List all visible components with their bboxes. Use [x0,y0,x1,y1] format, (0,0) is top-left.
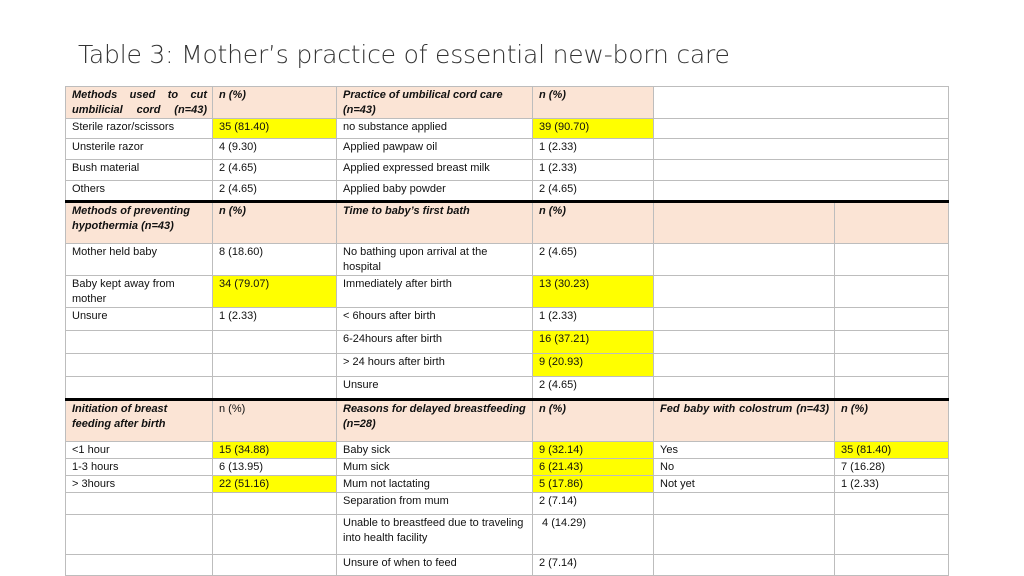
table-cell: 15 (34.88) [213,442,337,459]
table-cell: Others [66,181,213,202]
table-cell [213,354,337,377]
table-cell: 1-3 hours [66,459,213,476]
table-cell: 6 (13.95) [213,459,337,476]
table-cell [654,276,835,308]
header-cell: Practice of umbilical cord care (n=43) [337,87,533,119]
practice-table-container [65,86,948,576]
table-cell [654,515,835,555]
header-cell: n (%) [213,400,337,442]
header-cell: n (%) [533,87,654,119]
page-title: Table 3: Mother’s practice of essential new-born care [78,40,730,69]
table-cell [213,331,337,354]
table-cell: 1 (2.33) [533,160,654,181]
table-cell: 6 (21.43) [533,459,654,476]
table-cell: 2 (4.65) [213,181,337,202]
table-header-row [66,400,949,442]
table-cell [654,139,949,160]
table-cell: 1 (2.33) [533,308,654,331]
table-cell: 5 (17.86) [533,476,654,493]
table-cell: 35 (81.40) [213,119,337,139]
table-cell: 2 (4.65) [213,160,337,181]
table-cell [213,555,337,576]
table-cell: 2 (4.65) [533,181,654,202]
header-cell: n (%) [835,400,949,442]
table-cell: 2 (7.14) [533,555,654,576]
table-cell: Immediately after birth [337,276,533,308]
table-cell [654,181,949,202]
table-cell [654,244,835,276]
table-row [66,160,949,181]
table-cell [66,377,213,400]
table-cell [835,276,949,308]
table-cell [654,354,835,377]
table-cell: Sterile razor/scissors [66,119,213,139]
table-cell: Yes [654,442,835,459]
table-cell: 22 (51.16) [213,476,337,493]
table-cell: 39 (90.70) [533,119,654,139]
header-cell: Methods of preventing hypothermia (n=43) [66,202,213,244]
table-cell [835,555,949,576]
header-cell: n (%) [533,400,654,442]
table-cell [654,555,835,576]
table-cell [654,377,835,400]
table-row [66,181,949,202]
table-cell: Applied baby powder [337,181,533,202]
table-cell: 4 (14.29) [533,515,654,555]
table-cell [66,354,213,377]
table-cell: 6-24hours after birth [337,331,533,354]
header-cell [835,202,949,244]
table-cell [835,515,949,555]
table-cell: <1 hour [66,442,213,459]
table-cell: 8 (18.60) [213,244,337,276]
table-row [66,276,949,308]
table-cell: 13 (30.23) [533,276,654,308]
table-cell: No [654,459,835,476]
table-cell [66,555,213,576]
table-cell: Baby kept away from mother [66,276,213,308]
table-header-row [66,87,949,119]
empty-header-cell [654,87,949,119]
table-cell: 1 (2.33) [213,308,337,331]
table-cell [654,160,949,181]
table-cell [213,515,337,555]
table-cell: 7 (16.28) [835,459,949,476]
table-cell [213,377,337,400]
header-cell: Methods used to cut umbilicial cord (n=43) [66,87,213,119]
header-cell: Time to baby’s first bath [337,202,533,244]
table-cell [835,377,949,400]
table-cell: Not yet [654,476,835,493]
table-cell: 16 (37.21) [533,331,654,354]
header-cell: n (%) [213,87,337,119]
table-cell: 9 (20.93) [533,354,654,377]
table-cell: no substance applied [337,119,533,139]
table-cell: Bush material [66,160,213,181]
table-cell: 2 (4.65) [533,377,654,400]
table-cell: Unsure [66,308,213,331]
table-cell [835,331,949,354]
table-cell [654,331,835,354]
table-cell: No bathing upon arrival at the hospital [337,244,533,276]
table-row [66,139,949,160]
table-cell: 4 (9.30) [213,139,337,160]
table-row [66,119,949,139]
table-cell: Baby sick [337,442,533,459]
table-row [66,331,949,354]
table-cell: Separation from mum [337,493,533,515]
table-cell: Mother held baby [66,244,213,276]
table-cell: Mum sick [337,459,533,476]
table-cell [66,493,213,515]
header-cell [654,202,835,244]
header-cell: Fed baby with colostrum (n=43) [654,400,835,442]
header-cell: n (%) [213,202,337,244]
table-row [66,244,949,276]
table-cell: > 24 hours after birth [337,354,533,377]
table-cell [654,119,949,139]
table-cell: Unsure of when to feed [337,555,533,576]
table-cell: Mum not lactating [337,476,533,493]
header-cell: Reasons for delayed breastfeeding (n=28) [337,400,533,442]
table-cell [66,515,213,555]
table-cell: > 3hours [66,476,213,493]
table-cell [835,308,949,331]
table-cell: 34 (79.07) [213,276,337,308]
table-cell: 2 (7.14) [533,493,654,515]
table-row [66,442,949,459]
header-cell: Initiation of breast feeding after birth [66,400,213,442]
table-row [66,515,949,555]
table-cell [654,308,835,331]
practice-table [65,86,949,576]
table-cell: Applied pawpaw oil [337,139,533,160]
table-cell [835,493,949,515]
table-row [66,555,949,576]
table-cell: 35 (81.40) [835,442,949,459]
table-cell: Unable to breastfeed due to traveling into health facility [337,515,533,555]
table-cell: Unsterile razor [66,139,213,160]
table-cell [654,493,835,515]
table-cell [213,493,337,515]
table-cell [835,244,949,276]
table-row [66,459,949,476]
table-row [66,476,949,493]
table-cell: Unsure [337,377,533,400]
table-cell: 2 (4.65) [533,244,654,276]
table-header-row [66,202,949,244]
table-cell [835,354,949,377]
table-row [66,354,949,377]
table-row [66,493,949,515]
table-cell [66,331,213,354]
table-cell: 1 (2.33) [533,139,654,160]
header-cell: n (%) [533,202,654,244]
table-row [66,377,949,400]
table-cell: Applied expressed breast milk [337,160,533,181]
table-cell: < 6hours after birth [337,308,533,331]
table-row [66,308,949,331]
table-cell: 9 (32.14) [533,442,654,459]
table-cell: 1 (2.33) [835,476,949,493]
